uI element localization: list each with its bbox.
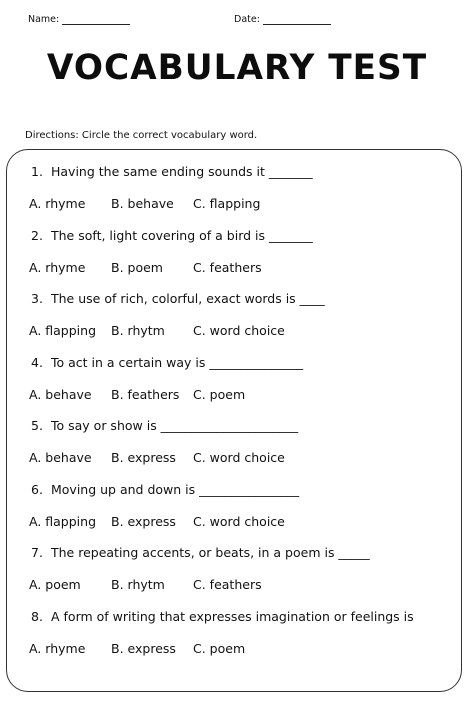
option-a[interactable]: A. rhyme — [29, 260, 86, 275]
option-a[interactable]: A. behave — [29, 387, 92, 402]
question-number: 4. — [31, 355, 43, 370]
name-field[interactable] — [28, 14, 130, 25]
option-c[interactable]: C. word choice — [193, 514, 285, 529]
option-a[interactable]: A. rhyme — [29, 196, 86, 211]
option-c[interactable]: C. word choice — [193, 450, 285, 465]
option-a[interactable]: A. behave — [29, 450, 92, 465]
question-number: 7. — [31, 545, 43, 560]
option-b[interactable]: B. poem — [111, 260, 163, 275]
option-b[interactable]: B. express — [111, 641, 176, 656]
date-blank-line[interactable] — [263, 15, 331, 25]
option-c[interactable]: C. word choice — [193, 323, 285, 338]
option-b[interactable]: B. behave — [111, 196, 174, 211]
name-blank-line[interactable] — [62, 15, 130, 25]
question-text: The use of rich, colorful, exact words is ____ — [51, 291, 325, 306]
directions-text: Directions: Circle the correct vocabulary word. — [25, 130, 258, 141]
question-text: To say or show is ______________________ — [51, 418, 299, 433]
question-text: To act in a certain way is _______________ — [51, 355, 304, 370]
date-field[interactable] — [234, 14, 331, 25]
name-label: Name: — [28, 14, 60, 25]
option-c[interactable]: C. flapping — [193, 196, 261, 211]
question-number: 8. — [31, 609, 43, 624]
question-text: Having the same ending sounds it _______ — [51, 164, 313, 179]
header-row — [28, 14, 454, 30]
question-number: 2. — [31, 228, 43, 243]
option-b[interactable]: B. express — [111, 450, 176, 465]
option-a[interactable]: A. flapping — [29, 514, 97, 529]
option-b[interactable]: B. feathers — [111, 387, 180, 402]
page-title: VOCABULARY TEST — [46, 48, 428, 88]
date-label: Date: — [234, 14, 260, 25]
question-text: The repeating accents, or beats, in a poem is _____ — [51, 545, 370, 560]
option-c[interactable]: C. feathers — [193, 577, 262, 592]
option-c[interactable]: C. poem — [193, 387, 246, 402]
question-number: 3. — [31, 291, 43, 306]
question-number: 5. — [31, 418, 43, 433]
question-text: Moving up and down is ________________ — [51, 482, 300, 497]
question-number: 6. — [31, 482, 43, 497]
question-number: 1. — [31, 164, 43, 179]
option-b[interactable]: B. rhytm — [111, 577, 165, 592]
question-text: A form of writing that expresses imagination or feelings is — [51, 609, 414, 624]
option-a[interactable]: A. rhyme — [29, 641, 86, 656]
option-c[interactable]: C. feathers — [193, 260, 262, 275]
option-b[interactable]: B. express — [111, 514, 176, 529]
option-b[interactable]: B. rhytm — [111, 323, 165, 338]
question-text: The soft, light covering of a bird is _______ — [51, 228, 313, 243]
option-a[interactable]: A. poem — [29, 577, 81, 592]
option-a[interactable]: A. flapping — [29, 323, 97, 338]
questions-box — [6, 149, 462, 692]
option-c[interactable]: C. poem — [193, 641, 246, 656]
